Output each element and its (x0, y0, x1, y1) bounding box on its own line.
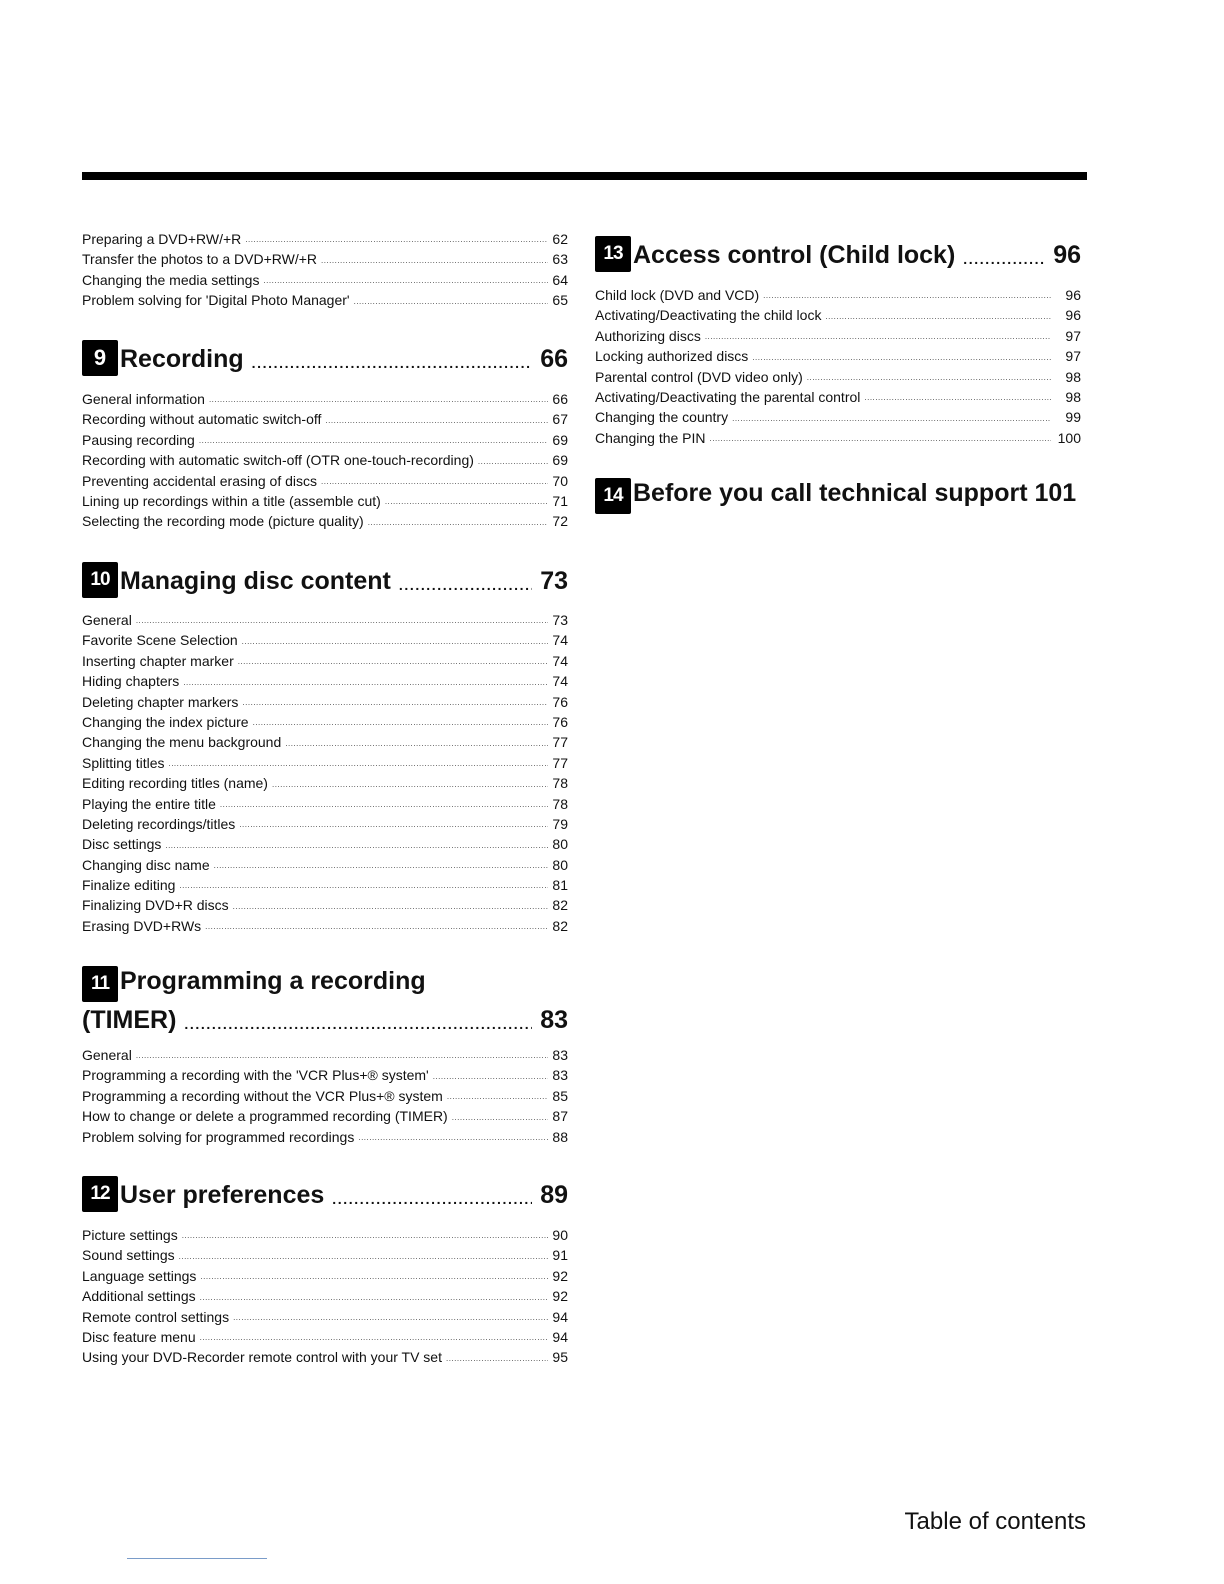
leader-dots (200, 1272, 548, 1281)
leader-dots (182, 1231, 548, 1240)
toc-entry[interactable] (82, 450, 568, 470)
toc-entry[interactable] (82, 1225, 568, 1245)
leader-dots (220, 800, 548, 809)
entry-page: 67 (552, 411, 568, 428)
leader-dots (358, 1133, 548, 1142)
section-title: User preferences (120, 1181, 325, 1209)
toc-entry[interactable] (82, 290, 568, 310)
entry-page: 78 (552, 775, 568, 792)
toc-entry[interactable] (82, 409, 568, 429)
section-page: 101 (1034, 479, 1077, 507)
section-page: 66 (540, 345, 568, 373)
entry-page: 88 (552, 1128, 568, 1145)
entry-page: 82 (552, 917, 568, 934)
toc-entry[interactable] (82, 712, 568, 732)
entry-title: Recording with automatic switch-off (OTR one-touch-recording) (82, 452, 474, 469)
section-title: Before you call technical support (633, 479, 1028, 507)
entry-title: Locking authorized discs (595, 348, 749, 365)
leader-dots (710, 434, 1051, 443)
toc-entry[interactable] (82, 732, 568, 752)
toc-entry[interactable] (82, 875, 568, 895)
leader-dots (354, 297, 548, 306)
footer-title: Table of contents (904, 1508, 1086, 1535)
leader-dots (864, 393, 1051, 402)
entry-page: 64 (552, 271, 568, 288)
leader-dots (200, 1293, 548, 1302)
section-entry-list (82, 610, 568, 936)
footer-line (127, 1558, 267, 1559)
toc-entry[interactable] (82, 671, 568, 691)
chapter-number-badge: 14 (595, 478, 631, 514)
entry-page: 90 (552, 1226, 568, 1243)
leader-dots (807, 373, 1051, 382)
entry-title: How to change or delete a programmed recording (TIMER) (82, 1108, 448, 1125)
toc-entry[interactable] (82, 1307, 568, 1327)
chapter-number-badge: 9 (82, 340, 118, 376)
entry-title: Activating/Deactivating the parental control (595, 388, 861, 405)
entry-page: 69 (552, 452, 568, 469)
entry-page: 97 (1065, 348, 1081, 365)
toc-entry[interactable] (82, 692, 568, 712)
toc-entry[interactable] (82, 249, 568, 269)
entry-title: Activating/Deactivating the child lock (595, 307, 822, 324)
section-page: 89 (540, 1181, 568, 1209)
leader-dots (199, 436, 548, 445)
leader-dots (165, 841, 548, 850)
toc-entry[interactable] (595, 387, 1081, 407)
leader-dots (252, 356, 533, 368)
entry-page: 72 (552, 513, 568, 530)
header-rule (82, 172, 1087, 180)
entry-page: 82 (552, 897, 568, 914)
toc-entry[interactable] (595, 367, 1081, 387)
leader-dots (168, 759, 548, 768)
entry-page: 69 (552, 431, 568, 448)
section-title: Access control (Child lock) (633, 241, 956, 269)
entry-page: 81 (552, 877, 568, 894)
entry-page: 80 (552, 836, 568, 853)
toc-entry[interactable] (82, 794, 568, 814)
entry-title: Hiding chapters (82, 673, 180, 690)
toc-entry[interactable] (82, 753, 568, 773)
leader-dots (752, 353, 1051, 362)
entry-page: 70 (552, 472, 568, 489)
leader-dots (385, 497, 548, 506)
toc-entry[interactable] (82, 855, 568, 875)
leader-dots (446, 1354, 548, 1363)
entry-page: 76 (552, 713, 568, 730)
leader-dots (233, 1313, 548, 1322)
entry-page: 63 (552, 251, 568, 268)
leader-dots (705, 332, 1051, 341)
toc-entry[interactable] (82, 651, 568, 671)
leader-dots (238, 657, 548, 666)
entry-title: Language settings (82, 1267, 197, 1284)
entry-title: Changing the country (595, 409, 729, 426)
entry-page: 74 (552, 673, 568, 690)
entry-page: 98 (1065, 388, 1081, 405)
entry-title: Inserting chapter marker (82, 652, 234, 669)
leader-dots (447, 1092, 548, 1101)
entry-title: Editing recording titles (name) (82, 775, 268, 792)
entry-title: General (82, 611, 132, 628)
toc-entry[interactable] (82, 895, 568, 915)
entry-title: Parental control (DVD video only) (595, 368, 803, 385)
leader-dots (239, 820, 548, 829)
leader-dots (963, 252, 1045, 264)
toc-entry[interactable] (82, 610, 568, 630)
entry-page: 96 (1065, 286, 1081, 303)
leader-dots (253, 718, 548, 727)
entry-page: 96 (1065, 307, 1081, 324)
section-title-line1: Programming a recording (120, 967, 426, 995)
leader-dots (233, 902, 548, 911)
toc-entry[interactable] (82, 630, 568, 650)
entry-title: Changing the media settings (82, 271, 260, 288)
top-entry-list (82, 229, 568, 311)
leader-dots (209, 395, 548, 404)
section-page: 96 (1053, 241, 1081, 269)
entry-title: Changing disc name (82, 856, 210, 873)
entry-title: Transfer the photos to a DVD+RW/+R (82, 251, 317, 268)
toc-entry[interactable] (82, 1266, 568, 1286)
entry-title: Programming a recording with the 'VCR Plus+® system' (82, 1067, 429, 1084)
leader-dots (179, 1252, 548, 1261)
section-entry-list (595, 285, 1081, 448)
entry-page: 79 (552, 815, 568, 832)
entry-title: Favorite Scene Selection (82, 632, 238, 649)
leader-dots (452, 1113, 548, 1122)
entry-title: Playing the entire title (82, 795, 216, 812)
toc-entry[interactable] (595, 305, 1081, 325)
entry-title: Pausing recording (82, 431, 195, 448)
leader-dots (285, 739, 548, 748)
entry-page: 78 (552, 795, 568, 812)
toc-entry[interactable] (82, 1065, 568, 1085)
entry-page: 65 (552, 292, 568, 309)
leader-dots (200, 1333, 548, 1342)
entry-title: Sound settings (82, 1247, 175, 1264)
entry-title: Picture settings (82, 1226, 178, 1243)
section-heading-user-preferences[interactable] (82, 1176, 568, 1212)
entry-page: 73 (552, 611, 568, 628)
entry-title: Disc feature menu (82, 1328, 196, 1345)
leader-dots (368, 518, 548, 527)
entry-page: 97 (1065, 327, 1081, 344)
leader-dots (242, 698, 548, 707)
entry-page: 98 (1065, 368, 1081, 385)
entry-title: Changing the index picture (82, 713, 249, 730)
chapter-number-badge: 11 (82, 966, 118, 1002)
entry-page: 94 (552, 1308, 568, 1325)
toc-entry[interactable] (82, 1286, 568, 1306)
leader-dots (214, 861, 548, 870)
leader-dots (179, 881, 548, 890)
leader-dots (136, 616, 548, 625)
section-heading-technical-support[interactable] (595, 478, 1076, 514)
entry-page: 87 (552, 1108, 568, 1125)
toc-entry[interactable] (82, 1347, 568, 1367)
entry-title: Recording without automatic switch-off (82, 411, 322, 428)
entry-title: Additional settings (82, 1288, 196, 1305)
toc-entry[interactable] (82, 1245, 568, 1265)
entry-title: Selecting the recording mode (picture quality) (82, 513, 364, 530)
entry-title: Lining up recordings within a title (assemble cut) (82, 492, 381, 509)
entry-title: Child lock (DVD and VCD) (595, 286, 760, 303)
chapter-number-badge: 13 (595, 236, 631, 272)
leader-dots (205, 922, 548, 931)
section-entry-list (82, 389, 568, 532)
entry-page: 62 (552, 230, 568, 247)
toc-entry[interactable] (82, 1127, 568, 1147)
entry-title: Finalize editing (82, 877, 176, 894)
toc-entry[interactable] (595, 346, 1081, 366)
leader-dots (183, 678, 548, 687)
toc-entry[interactable] (82, 511, 568, 531)
toc-entry[interactable] (82, 916, 568, 936)
leader-dots (242, 637, 548, 646)
entry-page: 83 (552, 1046, 568, 1063)
entry-title: Preventing accidental erasing of discs (82, 472, 318, 489)
toc-entry[interactable] (82, 1045, 568, 1065)
entry-title: General information (82, 390, 205, 407)
entry-title: Problem solving for 'Digital Photo Manager' (82, 292, 350, 309)
leader-dots (136, 1051, 548, 1060)
entry-page: 74 (552, 632, 568, 649)
entry-page: 92 (552, 1288, 568, 1305)
toc-entry[interactable] (82, 834, 568, 854)
entry-title: Changing the menu background (82, 734, 282, 751)
section-title: Managing disc content (120, 567, 391, 595)
section-entry-list (82, 1225, 568, 1368)
section-entry-list (82, 1045, 568, 1147)
section-title-line2: (TIMER) (82, 1006, 177, 1034)
chapter-number-badge: 12 (82, 1176, 118, 1212)
chapter-number-badge: 10 (82, 562, 118, 598)
toc-entry[interactable] (82, 491, 568, 511)
toc-entry[interactable] (82, 1327, 568, 1347)
toc-entry[interactable] (595, 428, 1081, 448)
section-heading-access-control[interactable] (595, 236, 1081, 272)
leader-dots (321, 256, 548, 265)
entry-title: Changing the PIN (595, 429, 706, 446)
entry-title: Deleting recordings/titles (82, 815, 236, 832)
leader-dots (184, 1017, 532, 1029)
toc-entry[interactable] (82, 389, 568, 409)
toc-entry[interactable] (82, 1086, 568, 1106)
toc-entry[interactable] (595, 285, 1081, 305)
entry-title: Erasing DVD+RWs (82, 917, 202, 934)
entry-title: Disc settings (82, 836, 162, 853)
leader-dots (263, 276, 548, 285)
entry-page: 77 (552, 734, 568, 751)
entry-title: Splitting titles (82, 754, 165, 771)
toc-entry[interactable] (82, 814, 568, 834)
entry-title: Programming a recording without the VCR Plus+® system (82, 1087, 443, 1104)
entry-page: 83 (552, 1067, 568, 1084)
entry-title: Finalizing DVD+R discs (82, 897, 229, 914)
entry-page: 71 (552, 492, 568, 509)
leader-dots (478, 457, 548, 466)
entry-page: 77 (552, 754, 568, 771)
entry-page: 100 (1057, 429, 1081, 446)
entry-page: 74 (552, 652, 568, 669)
toc-entry[interactable] (82, 229, 568, 249)
section-heading-recording[interactable] (82, 340, 568, 376)
toc-entry[interactable] (82, 773, 568, 793)
leader-dots (332, 1192, 532, 1204)
leader-dots (433, 1072, 548, 1081)
entry-page: 99 (1065, 409, 1081, 426)
entry-title: Deleting chapter markers (82, 693, 239, 710)
section-heading-managing-disc-content[interactable] (82, 562, 568, 598)
entry-page: 76 (552, 693, 568, 710)
entry-title: General (82, 1046, 132, 1063)
leader-dots (732, 414, 1051, 423)
entry-page: 80 (552, 856, 568, 873)
toc-entry[interactable] (82, 1106, 568, 1126)
leader-dots (763, 291, 1051, 300)
entry-page: 85 (552, 1087, 568, 1104)
leader-dots (825, 312, 1051, 321)
leader-dots (325, 416, 548, 425)
toc-entry[interactable] (595, 407, 1081, 427)
leader-dots (399, 578, 532, 590)
section-page: 83 (540, 1006, 568, 1034)
section-heading-programming-a-recording[interactable] (82, 966, 426, 1002)
entry-page: 92 (552, 1267, 568, 1284)
entry-page: 91 (552, 1247, 568, 1264)
entry-title: Using your DVD-Recorder remote control with your TV set (82, 1349, 442, 1366)
entry-title: Problem solving for programmed recordings (82, 1128, 355, 1145)
entry-title: Authorizing discs (595, 327, 701, 344)
section-heading-timer-line (82, 1006, 568, 1037)
entry-title: Preparing a DVD+RW/+R (82, 230, 242, 247)
entry-title: Remote control settings (82, 1308, 230, 1325)
toc-entry[interactable] (82, 471, 568, 491)
entry-page: 94 (552, 1328, 568, 1345)
leader-dots (321, 477, 548, 486)
leader-dots (245, 235, 548, 244)
leader-dots (272, 780, 548, 789)
entry-page: 66 (552, 390, 568, 407)
toc-entry[interactable] (595, 326, 1081, 346)
toc-entry[interactable] (82, 270, 568, 290)
toc-entry[interactable] (82, 430, 568, 450)
section-title: Recording (120, 345, 244, 373)
entry-page: 95 (552, 1349, 568, 1366)
section-page: 73 (540, 567, 568, 595)
